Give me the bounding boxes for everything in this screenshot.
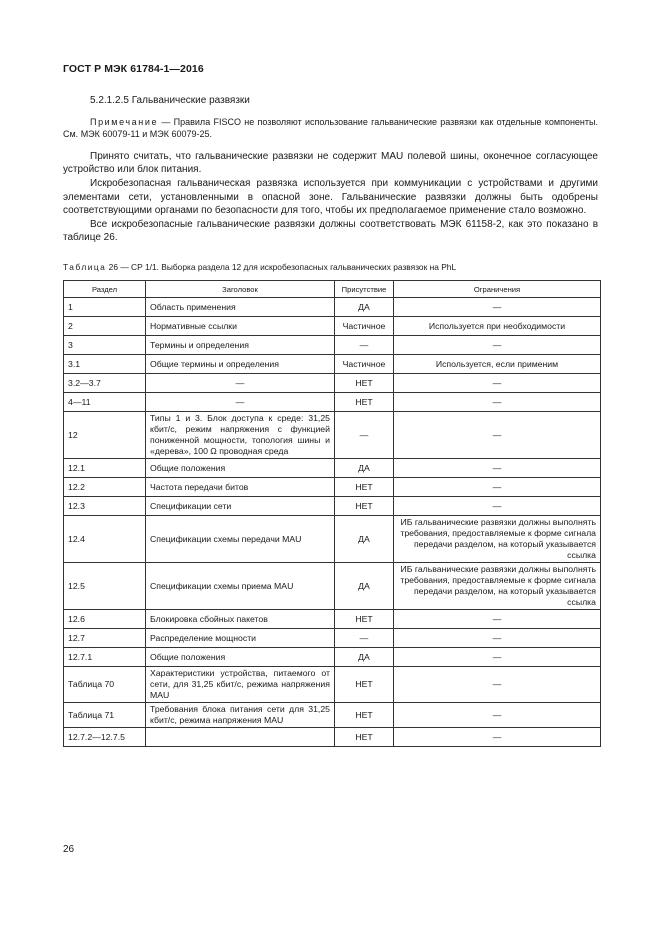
- cell-limitations: —: [394, 629, 601, 648]
- cell-title: Блокировка сбойных пакетов: [146, 610, 335, 629]
- table-row: [64, 629, 601, 648]
- cell-section: 12.4: [64, 516, 146, 563]
- cell-section: 12.7.1: [64, 648, 146, 667]
- cell-section: 4—11: [64, 393, 146, 412]
- cell-section: 12: [64, 412, 146, 459]
- table-row: [64, 648, 601, 667]
- cell-limitations: —: [394, 298, 601, 317]
- cell-limitations: —: [394, 393, 601, 412]
- cell-limitations: Используется, если применим: [394, 355, 601, 374]
- cell-section: 12.7.2—12.7.5: [64, 728, 146, 747]
- cell-presence: НЕТ: [335, 374, 394, 393]
- table-row: [64, 516, 601, 563]
- cell-section: 12.2: [64, 478, 146, 497]
- cell-title: Требования блока питания сети для 31,25 кбит/с, режима напряжения MAU: [146, 703, 335, 728]
- note-label: Примечание: [90, 117, 159, 127]
- table-row: [64, 412, 601, 459]
- cell-limitations: —: [394, 610, 601, 629]
- cell-limitations: —: [394, 459, 601, 478]
- table-row: [64, 374, 601, 393]
- header-title: Заголовок: [146, 281, 335, 298]
- cell-presence: НЕТ: [335, 478, 394, 497]
- cell-title: Нормативные ссылки: [146, 317, 335, 336]
- cell-presence: —: [335, 412, 394, 459]
- cell-section: 3: [64, 336, 146, 355]
- cell-section: Таблица 71: [64, 703, 146, 728]
- cell-limitations: —: [394, 703, 601, 728]
- cell-title: Спецификации схемы передачи MAU: [146, 516, 335, 563]
- cell-title: Спецификации схемы приема MAU: [146, 563, 335, 610]
- cell-presence: НЕТ: [335, 667, 394, 703]
- cell-section: 12.7: [64, 629, 146, 648]
- cell-section: 1: [64, 298, 146, 317]
- page-number: 26: [63, 844, 75, 855]
- header-limitations: Ограничения: [394, 281, 601, 298]
- table-row: [64, 317, 601, 336]
- table-row: [64, 459, 601, 478]
- table-row: [64, 703, 601, 728]
- cell-limitations: Используется при необходимости: [394, 317, 601, 336]
- cell-limitations: —: [394, 374, 601, 393]
- body-text: [63, 94, 598, 245]
- cell-presence: —: [335, 629, 394, 648]
- paragraph-3: Все искробезопасные гальванические развязки должны соответствовать МЭК 61158-2, как это показано в таблице 26.: [63, 219, 598, 244]
- cell-limitations: —: [394, 497, 601, 516]
- cell-title: Характеристики устройства, питаемого от сети, для 31,25 кбит/с, режима напряжения MAU: [146, 667, 335, 703]
- cell-presence: ДА: [335, 459, 394, 478]
- cell-title: Распределение мощности: [146, 629, 335, 648]
- cell-section: 12.5: [64, 563, 146, 610]
- table-row: [64, 497, 601, 516]
- cell-presence: Частичное: [335, 355, 394, 374]
- cell-title: —: [146, 374, 335, 393]
- cell-presence: ДА: [335, 563, 394, 610]
- cell-presence: ДА: [335, 648, 394, 667]
- cell-section: 12.6: [64, 610, 146, 629]
- table-caption: [63, 262, 456, 272]
- cell-section: 2: [64, 317, 146, 336]
- cell-title: Частота передачи битов: [146, 478, 335, 497]
- cell-title: Типы 1 и 3. Блок доступа к среде: 31,25 кбит/с, режим напряжения с функцией пониженной мощности, топология шины и «дерева», 100 Ω проводная среда: [146, 412, 335, 459]
- cell-title: Общие положения: [146, 459, 335, 478]
- table-row: [64, 355, 601, 374]
- table-row: [64, 298, 601, 317]
- cell-title: Термины и определения: [146, 336, 335, 355]
- cell-presence: —: [335, 336, 394, 355]
- cell-section: 12.1: [64, 459, 146, 478]
- cell-presence: Частичное: [335, 317, 394, 336]
- cell-title: Общие термины и определения: [146, 355, 335, 374]
- table-row: [64, 610, 601, 629]
- note: [63, 116, 598, 140]
- clause-title: 5.2.1.2.5 Гальванические развязки: [90, 95, 250, 106]
- cell-limitations: —: [394, 667, 601, 703]
- cell-limitations: —: [394, 728, 601, 747]
- cell-section: 3.1: [64, 355, 146, 374]
- cell-section: 12.3: [64, 497, 146, 516]
- paragraph-1: Принято считать, что гальванические развязки не содержит MAU полевой шины, оконечное согласующее устройство или блок питания.: [63, 151, 598, 176]
- table-header-row: [64, 281, 601, 298]
- cell-presence: НЕТ: [335, 393, 394, 412]
- cell-title: Спецификации сети: [146, 497, 335, 516]
- note-text: — Правила FISCO не позволяют использование гальванические развязки как отдельные компоненты. См. МЭК 60079-11 и МЭК 60079-25.: [63, 117, 598, 139]
- cell-limitations: ИБ гальванические развязки должны выполнять требования, предоставляемые к форме сигнала передачи разделом, на который указывается ссылка: [394, 516, 601, 563]
- table-row: [64, 478, 601, 497]
- table-row: [64, 728, 601, 747]
- cell-title: Общие положения: [146, 648, 335, 667]
- cell-presence: НЕТ: [335, 610, 394, 629]
- cell-limitations: —: [394, 412, 601, 459]
- table-row: [64, 563, 601, 610]
- profile-table: [63, 280, 601, 747]
- header-presence: Присутствие: [335, 281, 394, 298]
- cell-presence: НЕТ: [335, 497, 394, 516]
- cell-section: Таблица 70: [64, 667, 146, 703]
- cell-limitations: —: [394, 478, 601, 497]
- document-header: ГОСТ Р МЭК 61784-1—2016: [63, 63, 204, 75]
- cell-presence: НЕТ: [335, 703, 394, 728]
- cell-limitations: —: [394, 336, 601, 355]
- cell-limitations: —: [394, 648, 601, 667]
- cell-title: —: [146, 393, 335, 412]
- table-row: [64, 393, 601, 412]
- cell-section: 3.2—3.7: [64, 374, 146, 393]
- cell-title: Область применения: [146, 298, 335, 317]
- header-section: Раздел: [64, 281, 146, 298]
- table-caption-text: 26 — СР 1/1. Выборка раздела 12 для искробезопасных гальванических развязок на PhL: [106, 262, 457, 272]
- cell-presence: НЕТ: [335, 728, 394, 747]
- cell-limitations: ИБ гальванические развязки должны выполнять требования, предоставляемые к форме сигнала передачи разделом, на который указывается ссылка: [394, 563, 601, 610]
- cell-presence: ДА: [335, 298, 394, 317]
- table-caption-label: Таблица: [63, 262, 107, 272]
- table-row: [64, 336, 601, 355]
- paragraph-2: Искробезопасная гальваническая развязка используется при коммуникации с устройствами и другими элементами сети, установленными в опасной зоне. Гальванические развязки должны быть одобрены соответствующими органами по безопасности для того, чтобы их предполагаемое применение стало возможно.: [63, 178, 598, 216]
- table-row: [64, 667, 601, 703]
- cell-presence: ДА: [335, 516, 394, 563]
- cell-title: [146, 728, 335, 747]
